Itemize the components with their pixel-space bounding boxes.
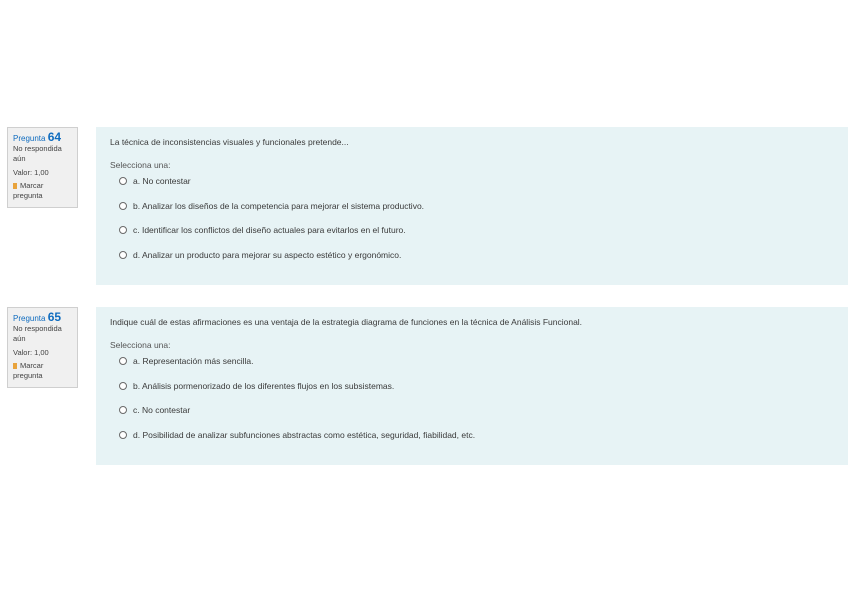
question-text: Indique cuál de estas afirmaciones es una ventaja de la estrategia diagrama de funciones en la técnica de Análisis Funcional. (110, 317, 583, 327)
radio-button[interactable] (119, 226, 127, 234)
answer-option-c[interactable]: c. No contestar (110, 402, 834, 427)
radio-button[interactable] (119, 431, 127, 439)
flag-icon (13, 183, 17, 189)
flag-question-link[interactable]: Marcar pregunta (13, 181, 44, 200)
answer-option-b[interactable]: b. Análisis pormenorizado de los diferentes flujos en los subsistemas. (110, 378, 834, 403)
answer-prompt: Selecciona una: (110, 340, 171, 350)
answer-option-b[interactable]: b. Analizar los diseños de la competencia para mejorar el sistema productivo. (110, 198, 834, 223)
question-number: Pregunta 64 (13, 130, 62, 144)
radio-button[interactable] (119, 406, 127, 414)
answer-list (110, 353, 834, 451)
question-text: La técnica de inconsistencias visuales y funcionales pretende... (110, 137, 349, 147)
question-content (96, 127, 848, 285)
flag-icon (13, 363, 17, 369)
answer-option-d[interactable]: d. Analizar un producto para mejorar su aspecto estético y ergonómico. (110, 247, 834, 272)
radio-button[interactable] (119, 357, 127, 365)
flag-question-link[interactable]: Marcar pregunta (13, 361, 44, 380)
answer-prompt: Selecciona una: (110, 160, 171, 170)
question-state: No respondida aún (13, 324, 62, 343)
answer-option-d[interactable]: d. Posibilidad de analizar subfunciones abstractas como estética, seguridad, fiabilidad, etc. (110, 427, 834, 452)
question-info (7, 307, 78, 388)
radio-button[interactable] (119, 251, 127, 259)
radio-button[interactable] (119, 202, 127, 210)
answer-list (110, 173, 834, 271)
radio-button[interactable] (119, 382, 127, 390)
question-number: Pregunta 65 (13, 310, 62, 324)
question-value: Valor: 1,00 (13, 348, 49, 357)
question-info (7, 127, 78, 208)
question-content (96, 307, 848, 465)
question-state: No respondida aún (13, 144, 62, 163)
answer-option-a[interactable]: a. Representación más sencilla. (110, 353, 834, 378)
radio-button[interactable] (119, 177, 127, 185)
question-value: Valor: 1,00 (13, 168, 49, 177)
answer-option-a[interactable]: a. No contestar (110, 173, 834, 198)
answer-option-c[interactable]: c. Identificar los conflictos del diseño actuales para evitarlos en el futuro. (110, 222, 834, 247)
